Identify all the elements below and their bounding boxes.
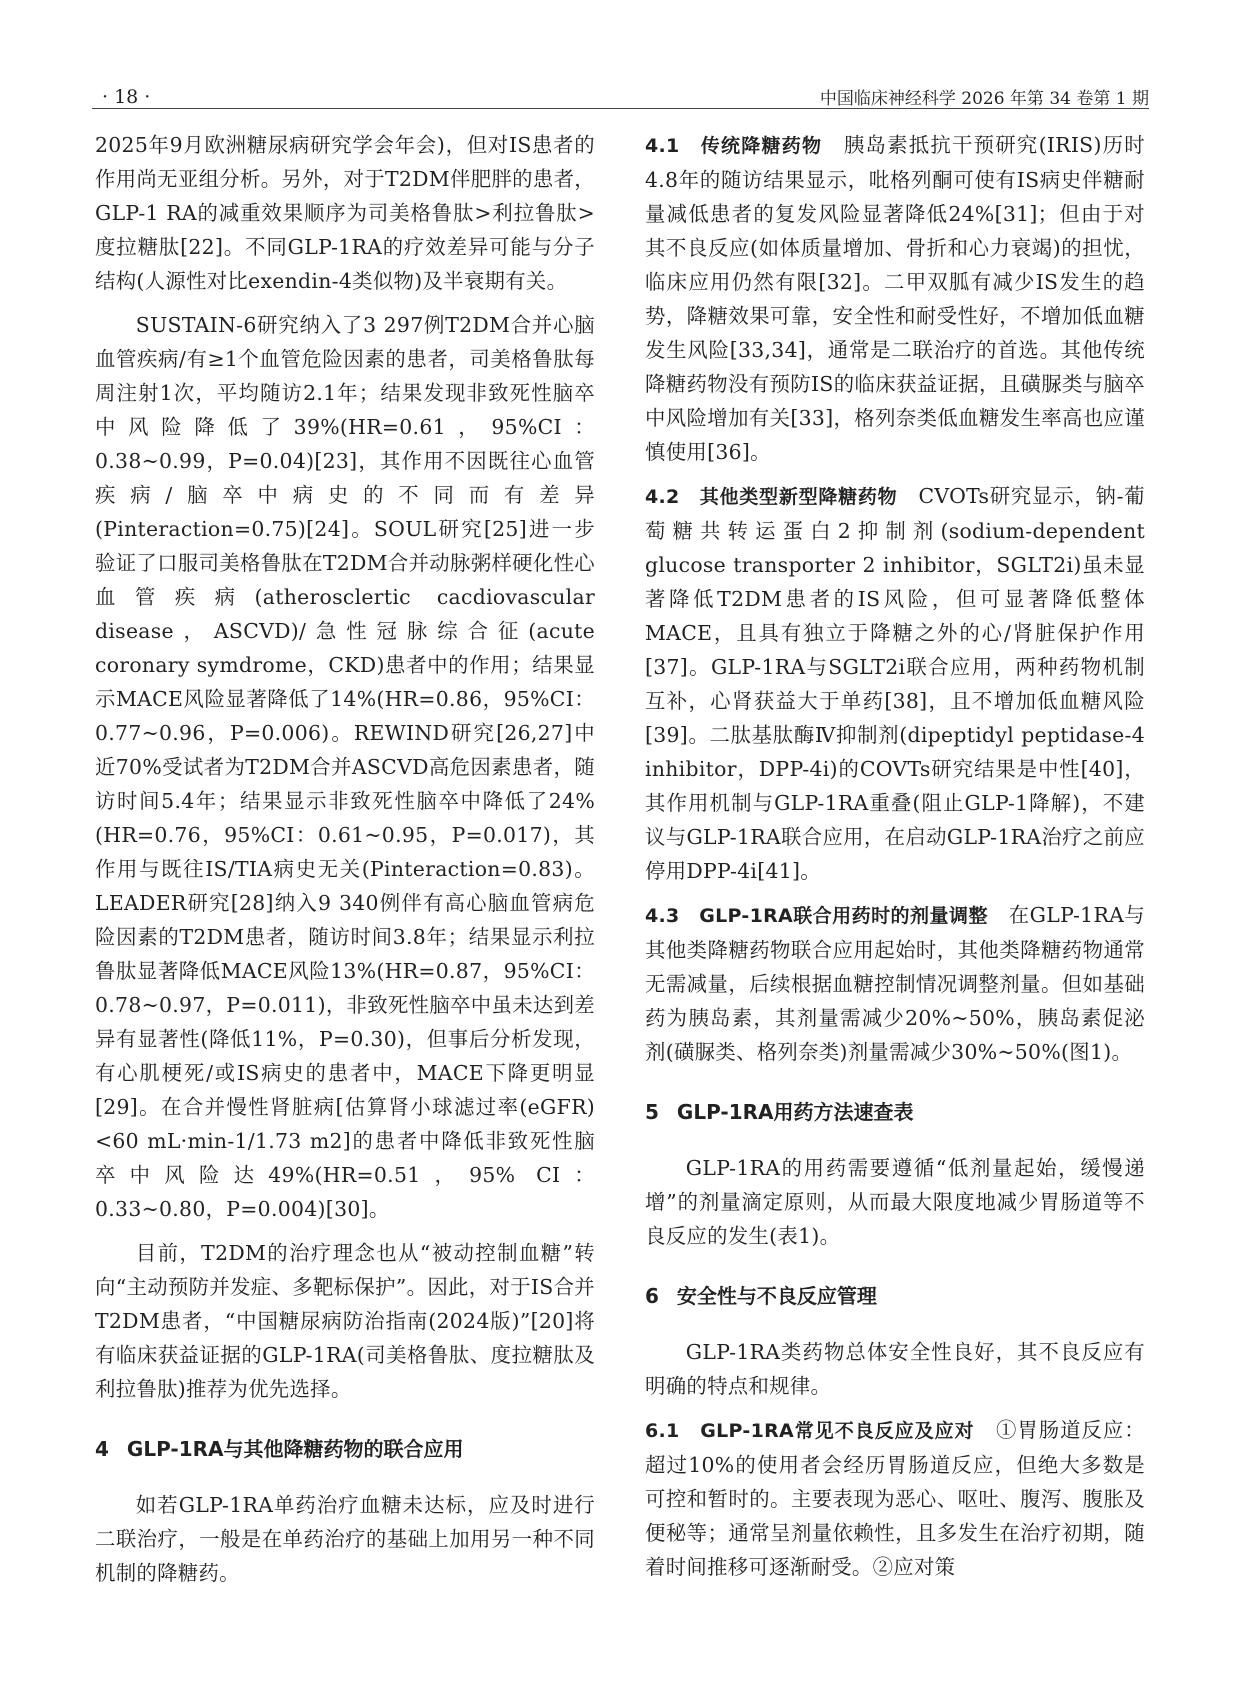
subsection-title: 6.1 GLP-1RA常见不良反应及应对 [645, 1420, 975, 1442]
subsection-title: 4.2 其他类型新型降糖药物 [645, 486, 898, 508]
section-number: 4 [95, 1437, 109, 1461]
subsection-paragraph [645, 1413, 1145, 1584]
subsection-text: 在GLP-1RA与其他类降糖药物联合应用起始时，其他类降糖药物通常无需减量，后续根据血糖控制情况调整剂量。但如基础药为胰岛素，其剂量需减少20%~50%，胰岛素促泌剂(磺脲类、格列奈类)剂量需减少30%~50%(图1)。 [645, 903, 1145, 1064]
subsection-text: 胰岛素抵抗干预研究(IRIS)历时4.8年的随访结果显示，吡格列酮可使有IS病史伴糖耐量减低患者的复发风险显著降低24%[31]；但由于对其不良反应(如体质量增加、骨折和心力衰竭)的担忧，临床应用仍然有限[32]。二甲双胍有减少IS发生的趋势，降糖效果可靠，安全性和耐受性好，不增加低血糖发生风险[33,34]，通常是二联治疗的首选。其他传统降糖药物没有预防IS的临床获益证据，且磺脲类与脑卒中风险增加有关[33]，格列奈类低血糖发生率高也应谨慎使用[36]。 [645, 133, 1145, 464]
paragraph: GLP-1RA类药物总体安全性良好，其不良反应有明确的特点和规律。 [645, 1340, 1145, 1398]
subsection-paragraph [645, 479, 1145, 888]
paragraph: SUSTAIN-6研究纳入了3 297例T2DM合并心脑血管疾病/有≥1个血管危险因素的患者，司美格鲁肽每周注射1次，平均随访2.1年；结果发现非致死性脑卒中风险降低了39%(HR=0.61，95%CI：0.38~0.99，P=0.04)[23]，其作用不因既往心血管疾病/脑卒中病史的不同而有差异(Pinteraction=0.75)[24]。SOUL研究[25]进一步验证了口服司美格鲁肽在T2DM合并动脉粥样硬化性心血管疾病(atherosclertic cacdiovascular disease，ASCVD)/急性冠脉综合征(acute coronary symdrome，CKD)患者中的作用；结果显示MACE风险显著降低了14%(HR=0.86，95%CI：0.77~0.96，P=0.006)。REWIND研究[26,27]中近70%受试者为T2DM合并ASCVD高危因素患者，随访时间5.4年；结果显示非致死性脑卒中降低了24%(HR=0.76，95%CI：0.61~0.95，P=0.017)，其作用与既往IS/TIA病史无关(Pinteraction=0.83)。LEADER研究[28]纳入9 340例伴有高心脑血管病危险因素的T2DM患者，随访时间3.8年；结果显示利拉鲁肽显著降低MACE风险13%(HR=0.87，95%CI：0.78~0.97，P=0.011)，非致死性脑卒中虽未达到差异有显著性(降低11%，P=0.30)，但事后分析发现，有心肌梗死/或IS病史的患者中，MACE下降更明显[29]。在合并慢性肾脏病[估算肾小球滤过率(eGFR)<60 mL·min-1/1.73 m2]的患者中降低非致死性脑卒中风险达49%(HR=0.51，95% CI：0.33~0.80，P=0.004)[30]。 [95, 313, 595, 1221]
paragraph: 目前，T2DM的治疗理念也从“被动控制血糖”转向“主动预防并发症、多靶标保护”。因此，对于IS合并T2DM患者，“中国糖尿病防治指南(2024版)”[20]将有临床获益证据的GLP-1RA(司美格鲁肽、度拉糖肽及利拉鲁肽)推荐为优先选择。 [95, 1241, 595, 1401]
left-column [95, 128, 595, 1590]
section-number: 6 [645, 1284, 659, 1308]
header-rule [92, 108, 1149, 109]
subsection-title: 4.3 GLP-1RA联合用药时的剂量调整 [645, 905, 988, 927]
right-column [645, 128, 1145, 1584]
section-heading [95, 1432, 595, 1466]
subsection-paragraph [645, 128, 1145, 469]
section-number: 5 [645, 1100, 659, 1124]
paragraph: 2025年9月欧洲糖尿病研究学会年会)，但对IS患者的作用尚无亚组分析。另外，对于T2DM伴肥胖的患者，GLP-1 RA的减重效果顺序为司美格鲁肽>利拉鲁肽>度拉糖肽[22]。不同GLP-1RA的疗效差异可能与分子结构(人源性对比exendin-4类似物)及半衰期有关。 [95, 133, 595, 293]
section-heading [645, 1095, 1145, 1129]
section-title: GLP-1RA与其他降糖药物的联合应用 [126, 1437, 464, 1461]
section-heading [645, 1279, 1145, 1313]
page-header [92, 80, 1149, 110]
section-title: 安全性与不良反应管理 [676, 1284, 877, 1308]
page-number: · 18 · [102, 86, 151, 108]
subsection-text: ①胃肠道反应：超过10%的使用者会经历胃肠道反应，但绝大多数是可控和暂时的。主要表现为恶心、呕吐、腹泻、腹胀及便秘等；通常呈剂量依赖性，且多发生在治疗初期，随着时间推移可逐渐耐受。②应对策 [645, 1418, 1145, 1579]
subsection-title: 4.1 传统降糖药物 [645, 135, 823, 157]
paragraph: GLP-1RA的用药需要遵循“低剂量起始，缓慢递增”的剂量滴定原则，从而最大限度地减少胃肠道等不良反应的发生(表1)。 [645, 1156, 1145, 1248]
journal-title: 中国临床神经科学 2026 年第 34 卷第 1 期 [819, 89, 1149, 109]
subsection-text: CVOTs研究显示，钠-葡萄糖共转运蛋白2抑制剂(sodium-dependent glucose transporter 2 inhibitor，SGLT2i)虽未显著降低T2DM患者的IS风险，但可显著降低整体MACE，且具有独立于降糖之外的心/肾脏保护作用[37]。GLP-1RA与SGLT2i联合应用，两种药物机制互补，心肾获益大于单药[38]，且不增加低血糖风险[39]。二肽基肽酶Ⅳ抑制剂(dipeptidyl peptidase-4 inhibitor，DPP-4i)的COVTs研究结果是中性[40]，其作用机制与GLP-1RA重叠(阻止GLP-1降解)，不建议与GLP-1RA联合应用，在启动GLP-1RA治疗之前应停用DPP-4i[41]。 [645, 484, 1145, 883]
section-title: GLP-1RA用药方法速查表 [676, 1100, 914, 1124]
subsection-paragraph [645, 898, 1145, 1069]
paragraph: 如若GLP-1RA单药治疗血糖未达标，应及时进行二联治疗，一般是在单药治疗的基础上加用另一种不同机制的降糖药。 [95, 1493, 595, 1585]
